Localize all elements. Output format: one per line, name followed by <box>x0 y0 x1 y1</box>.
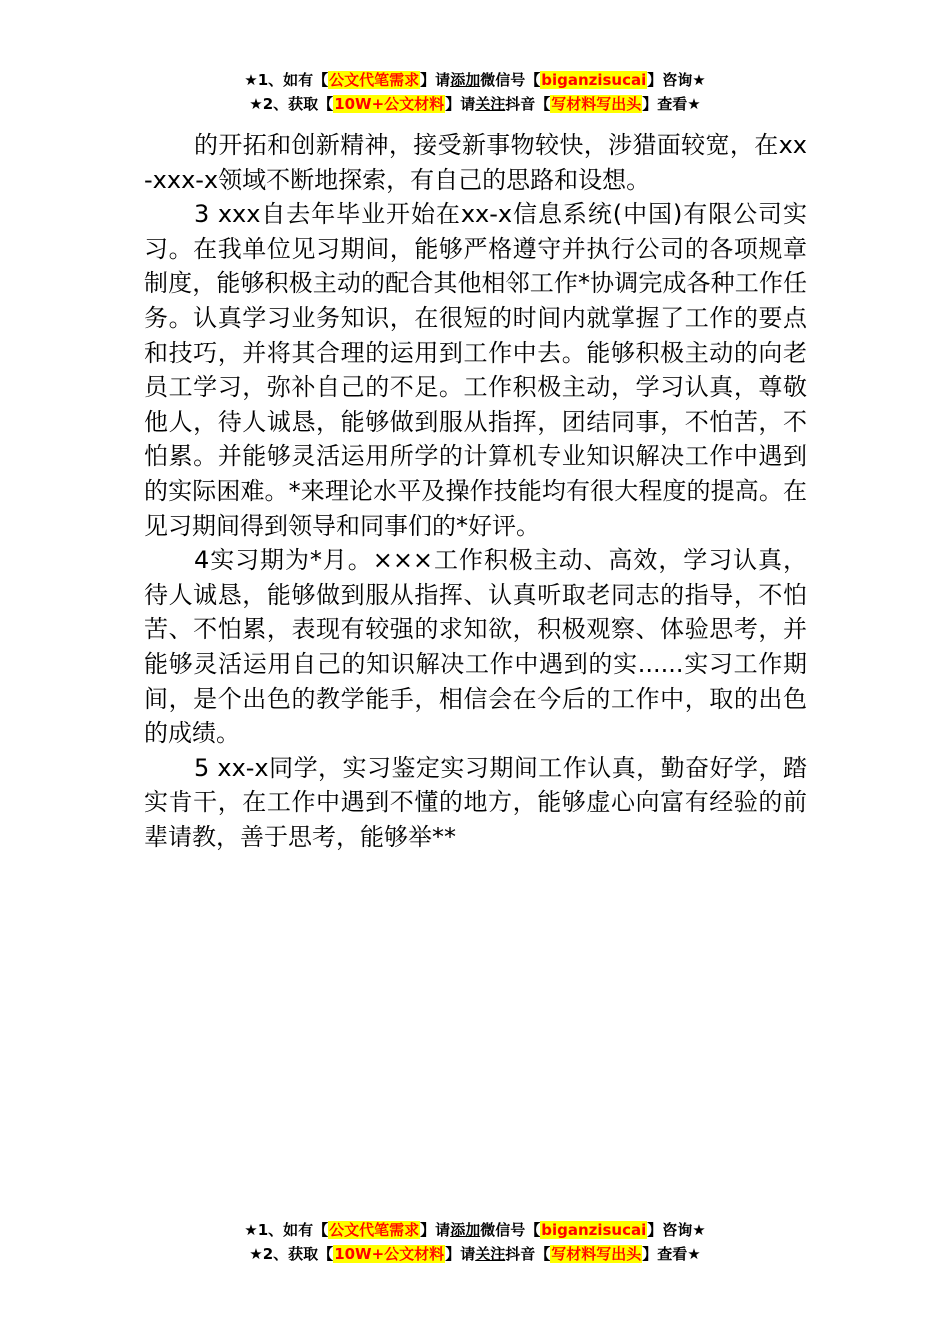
footer-highlight-materials: 10W+公文材料 <box>334 1245 445 1263</box>
header-highlight-materials: 10W+公文材料 <box>334 95 445 113</box>
footer-highlight-wechat-id: biganzisucai <box>541 1221 647 1239</box>
header-banner <box>0 68 950 116</box>
paragraph-2: 3 xxx自去年毕业开始在xx-x信息系统(中国)有限公司实习。在我单位见习期间，能够严格遵守并执行公司的各项规章制度，能够积极主动的配合其他相邻工作*协调完成各种工作任务。认真学习业务知识，在很短的时间内就掌握了工作的要点和技巧，并将其合理的运用到工作中去。能够积极主动的向老员工学习，弥补自己的不足。工作积极主动，学习认真，尊敬他人，待人诚恳，能够做到服从指挥，团结同事，不怕苦，不怕累。并能够灵活运用所学的计算机专业知识解决工作中遇到的实际困难。*来理论水平及操作技能均有很大程度的提高。在见习期间得到领导和同事们的*好评。 <box>144 200 807 540</box>
footer-highlight-douyin: 写材料写出头 <box>551 1245 642 1263</box>
header-highlight-wechat-id: biganzisucai <box>541 71 647 89</box>
header-line-1: ★1、如有【公文代笔需求】请添加微信号【biganzisucai】咨询★ <box>244 71 706 89</box>
footer-line-2: ★2、获取【10W+公文材料】请关注抖音【写材料写出头】查看★ <box>249 1245 701 1263</box>
header-line-2: ★2、获取【10W+公文材料】请关注抖音【写材料写出头】查看★ <box>249 95 701 113</box>
paragraph-3: 4实习期为*月。×××工作积极主动、高效，学习认真，待人诚恳，能够做到服从指挥、认真听取老同志的指导，不怕苦、不怕累，表现有较强的求知欲，积极观察、体验思考，并能够灵活运用自己的知识解决工作中遇到的实......实习工作期间，是个出色的教学能手，相信会在今后的工作中，取的出色的成绩。 <box>144 546 807 748</box>
header-highlight-douyin: 写材料写出头 <box>551 95 642 113</box>
paragraph-1: 的开拓和创新精神，接受新事物较快，涉猎面较宽，在xx-xxx-x领域不断地探索，有自己的思路和设想。 <box>144 131 807 194</box>
paragraph-4: 5 xx-x同学，实习鉴定实习期间工作认真，勤奋好学，踏实肯干，在工作中遇到不懂的地方，能够虚心向富有经验的前辈请教，善于思考，能够举** <box>144 753 807 851</box>
document-body <box>144 128 807 854</box>
footer-line-1: ★1、如有【公文代笔需求】请添加微信号【biganzisucai】咨询★ <box>244 1221 706 1239</box>
footer-banner <box>0 1218 950 1266</box>
footer-highlight-ghostwriting: 公文代笔需求 <box>329 1221 420 1239</box>
header-highlight-ghostwriting: 公文代笔需求 <box>329 71 420 89</box>
